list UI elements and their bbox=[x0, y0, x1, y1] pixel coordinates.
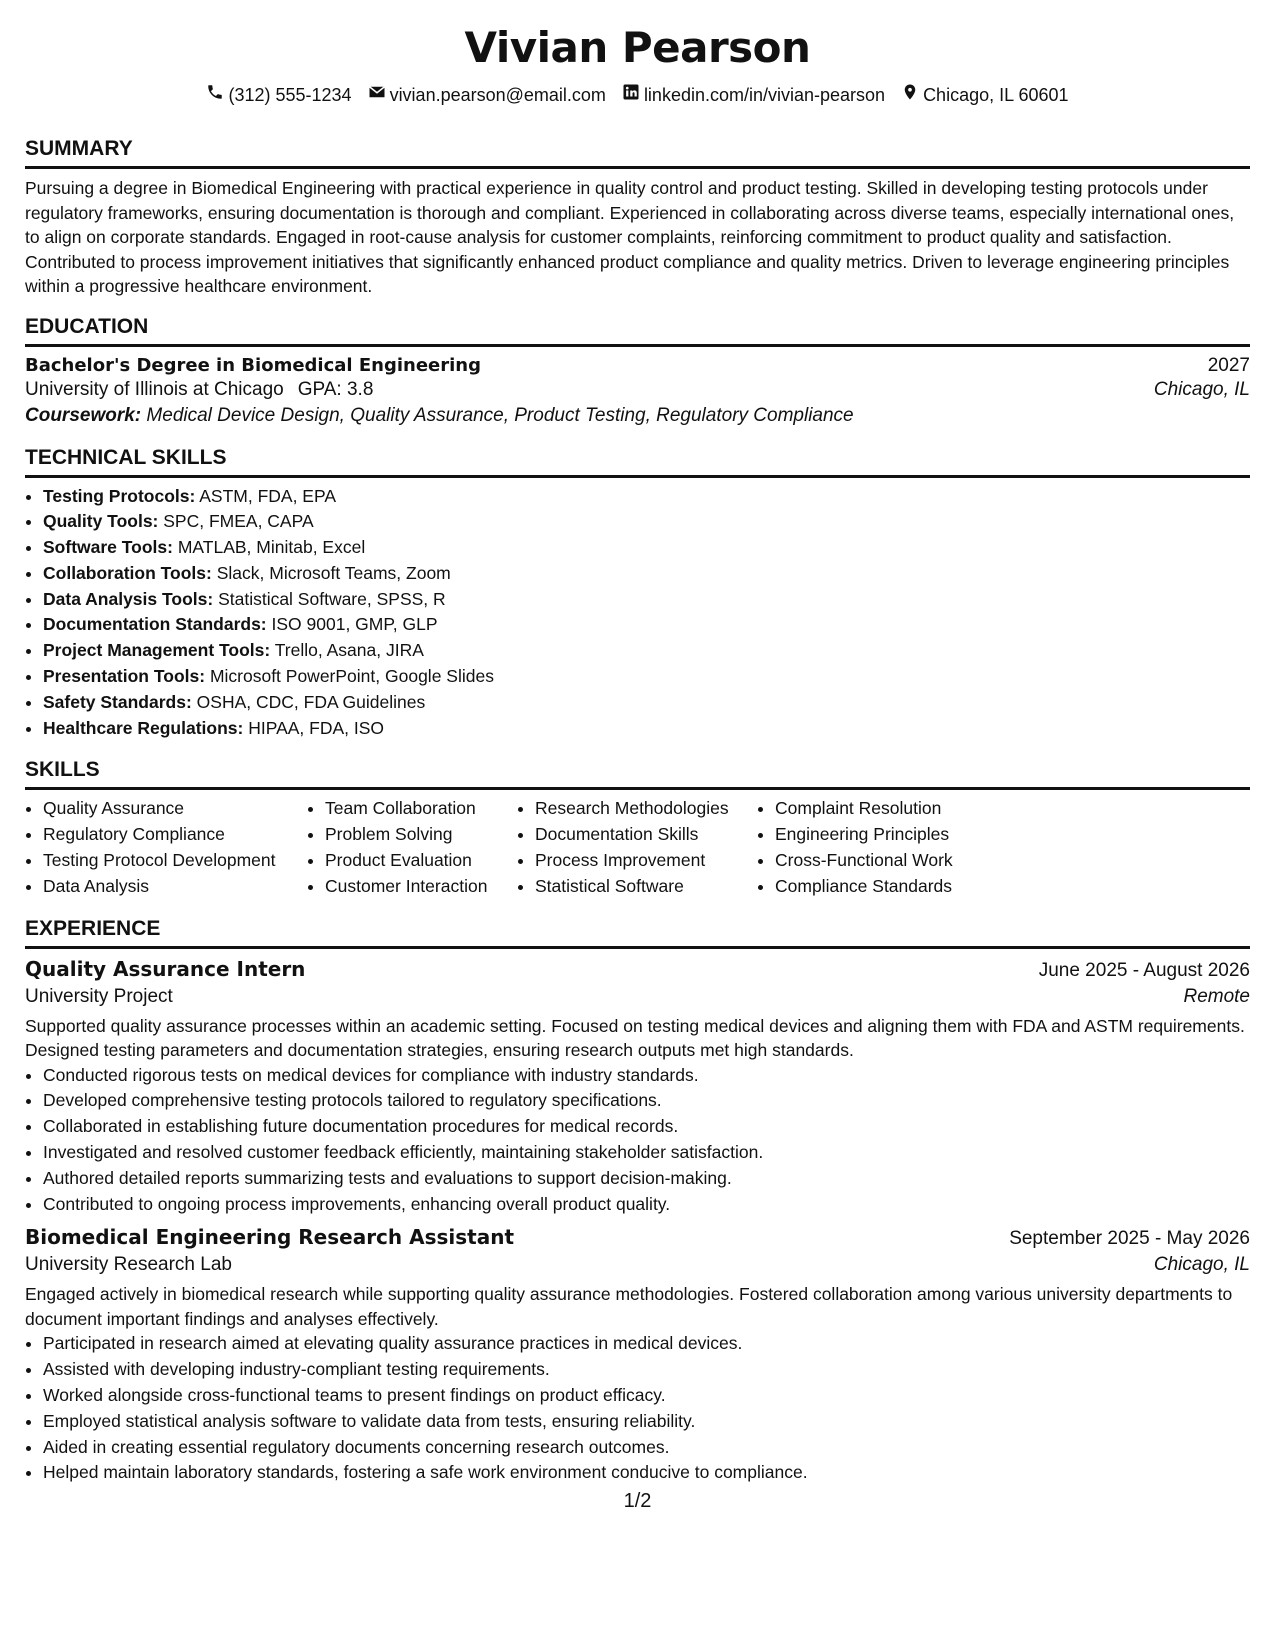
job-org: University Project bbox=[25, 985, 173, 1007]
list-item: • Developed comprehensive testing protocols tailored to regulatory specifications. bbox=[43, 1088, 1250, 1114]
education-year: 2027 bbox=[1207, 354, 1250, 376]
experience-section bbox=[25, 916, 1250, 1487]
job-entry bbox=[25, 1225, 1250, 1486]
list-item: • Cross-Functional Work bbox=[775, 848, 1015, 874]
skill-label: Presentation Tools: bbox=[43, 666, 206, 687]
education-school: University of Illinois at Chicago bbox=[25, 378, 284, 400]
job-org: University Research Lab bbox=[25, 1254, 232, 1276]
job-title: Biomedical Engineering Research Assistant bbox=[25, 1225, 515, 1250]
skill-value: SPC, FMEA, CAPA bbox=[163, 511, 314, 532]
job-entry bbox=[25, 957, 1250, 1218]
coursework-text: Medical Device Design, Quality Assurance, Product Testing, Regulatory Compliance bbox=[146, 404, 854, 426]
education-header-row bbox=[25, 355, 1250, 377]
list-item bbox=[43, 716, 1250, 742]
skill-label: Software Tools: bbox=[43, 537, 173, 558]
skill-value: HIPAA, FDA, ISO bbox=[248, 717, 385, 738]
skill-label: Documentation Standards: bbox=[43, 614, 267, 635]
page-number: 1/2 bbox=[623, 1490, 652, 1512]
skill-label: Safety Standards: bbox=[43, 691, 192, 712]
list-item: • Product Evaluation bbox=[325, 848, 517, 874]
list-item: • Regulatory Compliance bbox=[43, 822, 307, 848]
resume-page bbox=[25, 18, 1250, 1486]
job-bullets bbox=[25, 1063, 1250, 1218]
list-item bbox=[43, 638, 1250, 664]
list-item bbox=[43, 561, 1250, 587]
skill-value: ISO 9001, GMP, GLP bbox=[271, 614, 438, 635]
job-org-row bbox=[25, 986, 1250, 1008]
skill-label: Quality Tools: bbox=[43, 511, 159, 532]
coursework-label: Coursework: bbox=[25, 404, 142, 426]
job-header-row bbox=[25, 957, 1250, 982]
job-header-row bbox=[25, 1225, 1250, 1250]
skill-value: Trello, Asana, JIRA bbox=[274, 640, 424, 661]
list-item: • Problem Solving bbox=[325, 822, 517, 848]
skill-value: Slack, Microsoft Teams, Zoom bbox=[216, 562, 451, 583]
list-item: • Process Improvement bbox=[535, 848, 757, 874]
list-item bbox=[43, 587, 1250, 613]
education-school-line bbox=[25, 379, 373, 401]
list-item: • Authored detailed reports summarizing tests and evaluations to support decision-making. bbox=[43, 1166, 1250, 1192]
contact-bar bbox=[25, 82, 1250, 108]
skill-label: Testing Protocols: bbox=[43, 485, 196, 506]
list-item: • Documentation Skills bbox=[535, 822, 757, 848]
skill-value: Statistical Software, SPSS, R bbox=[218, 588, 446, 609]
list-item: • Data Analysis bbox=[43, 874, 307, 900]
skills-column-4 bbox=[757, 796, 1015, 899]
list-item bbox=[43, 509, 1250, 535]
linkedin-icon bbox=[622, 82, 640, 108]
map-marker-icon bbox=[901, 82, 919, 108]
list-item: • Assisted with developing industry-compliant testing requirements. bbox=[43, 1357, 1250, 1383]
list-item: • Contributed to ongoing process improvements, enhancing overall product quality. bbox=[43, 1192, 1250, 1218]
job-title: Quality Assurance Intern bbox=[25, 956, 306, 981]
job-location: Chicago, IL bbox=[1153, 1254, 1250, 1276]
job-location: Remote bbox=[1183, 985, 1250, 1007]
skill-value: Microsoft PowerPoint, Google Slides bbox=[209, 666, 494, 687]
job-description: Supported quality assurance processes within an academic setting. Focused on testing medical devices and aligning them with FDA and ASTM requirements. Designed testing parameters and documentation strategies, ensuring research outputs met high standards. bbox=[25, 1015, 1245, 1061]
list-item: • Engineering Principles bbox=[775, 822, 1015, 848]
linkedin-link[interactable]: linkedin.com/in/vivian-pearson bbox=[643, 85, 886, 105]
education-location: Chicago, IL bbox=[1153, 378, 1250, 400]
skill-value: ASTM, FDA, EPA bbox=[199, 485, 337, 506]
list-item: • Worked alongside cross-functional teams to present findings on product efficacy. bbox=[43, 1383, 1250, 1409]
skills-column-2 bbox=[307, 796, 517, 899]
skill-value: MATLAB, Minitab, Excel bbox=[177, 537, 366, 558]
list-item: • Helped maintain laboratory standards, fostering a safe work environment conducive to compliance. bbox=[43, 1460, 1250, 1486]
skill-label: Data Analysis Tools: bbox=[43, 588, 214, 609]
skill-label: Collaboration Tools: bbox=[43, 562, 212, 583]
list-item: • Research Methodologies bbox=[535, 796, 757, 822]
education-coursework bbox=[25, 405, 1250, 427]
job-org-row bbox=[25, 1254, 1250, 1276]
job-bullets bbox=[25, 1331, 1250, 1486]
list-item bbox=[43, 484, 1250, 510]
education-section bbox=[25, 314, 1250, 427]
job-description: Engaged actively in biomedical research while supporting quality assurance methodologies. Fostered collaboration among various university departments to document important findings and analyses effectively. bbox=[25, 1284, 1233, 1329]
technical-skills-list bbox=[25, 484, 1250, 742]
location-text: Chicago, IL 60601 bbox=[923, 85, 1069, 105]
list-item bbox=[43, 535, 1250, 561]
section-title-summary: SUMMARY bbox=[25, 136, 1250, 169]
skill-label: Healthcare Regulations: bbox=[43, 717, 244, 738]
job-dates: September 2025 - May 2026 bbox=[1009, 1228, 1250, 1250]
list-item: • Participated in research aimed at elevating quality assurance practices in medical devices. bbox=[43, 1331, 1250, 1357]
job-dates: June 2025 - August 2026 bbox=[1038, 959, 1250, 981]
contact-email[interactable] bbox=[368, 82, 606, 108]
list-item: • Team Collaboration bbox=[325, 796, 517, 822]
technical-skills-section bbox=[25, 445, 1250, 742]
list-item: • Testing Protocol Development bbox=[43, 848, 307, 874]
section-title-technical-skills: TECHNICAL SKILLS bbox=[25, 445, 1250, 478]
summary-text: Pursuing a degree in Biomedical Engineering with practical experience in quality control and product testing. Skilled in developing testing protocols under regulatory frameworks, ensuring documentation is thorough and compliant. Experienced in collaborating across diverse teams, especially international ones, to align on corporate standards. Engaged in root-cause analysis for customer complaints, reinforcing commitment to product quality and satisfaction. Contributed to process improvement initiatives that significantly enhanced product compliance and quality metrics. Driven to leverage engineering principles within a progressive healthcare environment. bbox=[25, 178, 1235, 296]
skill-label: Project Management Tools: bbox=[43, 640, 271, 661]
list-item: • Complaint Resolution bbox=[775, 796, 1015, 822]
list-item: • Employed statistical analysis software to validate data from tests, ensuring reliability. bbox=[43, 1409, 1250, 1435]
skills-grid bbox=[25, 796, 1250, 899]
contact-phone bbox=[206, 82, 351, 108]
education-degree: Bachelor's Degree in Biomedical Engineering bbox=[25, 354, 481, 376]
list-item: • Quality Assurance bbox=[43, 796, 307, 822]
section-title-experience: EXPERIENCE bbox=[25, 916, 1250, 949]
section-title-education: EDUCATION bbox=[25, 314, 1250, 347]
contact-linkedin[interactable] bbox=[622, 82, 885, 108]
summary-section bbox=[25, 136, 1250, 299]
list-item bbox=[43, 664, 1250, 690]
skill-value: OSHA, CDC, FDA Guidelines bbox=[196, 691, 426, 712]
phone-icon bbox=[206, 82, 224, 108]
skills-column-1 bbox=[25, 796, 307, 899]
section-title-skills: SKILLS bbox=[25, 757, 1250, 790]
education-school-row bbox=[25, 379, 1250, 401]
education-gpa: GPA: 3.8 bbox=[297, 378, 374, 400]
skills-column-3 bbox=[517, 796, 757, 899]
envelope-icon bbox=[368, 82, 386, 108]
list-item: • Aided in creating essential regulatory documents concerning research outcomes. bbox=[43, 1435, 1250, 1461]
list-item: • Investigated and resolved customer feedback efficiently, maintaining stakeholder satisfaction. bbox=[43, 1140, 1250, 1166]
list-item: • Collaborated in establishing future documentation procedures for medical records. bbox=[43, 1114, 1250, 1140]
list-item: • Conducted rigorous tests on medical devices for compliance with industry standards. bbox=[43, 1063, 1250, 1089]
list-item: • Compliance Standards bbox=[775, 874, 1015, 900]
phone-text: (312) 555-1234 bbox=[228, 85, 352, 105]
resume-name: Vivian Pearson bbox=[464, 23, 811, 72]
skills-section bbox=[25, 757, 1250, 899]
email-link[interactable]: vivian.pearson@email.com bbox=[389, 85, 606, 105]
list-item bbox=[43, 690, 1250, 716]
list-item: • Statistical Software bbox=[535, 874, 757, 900]
list-item bbox=[43, 612, 1250, 638]
list-item: • Customer Interaction bbox=[325, 874, 517, 900]
contact-location bbox=[901, 82, 1068, 108]
